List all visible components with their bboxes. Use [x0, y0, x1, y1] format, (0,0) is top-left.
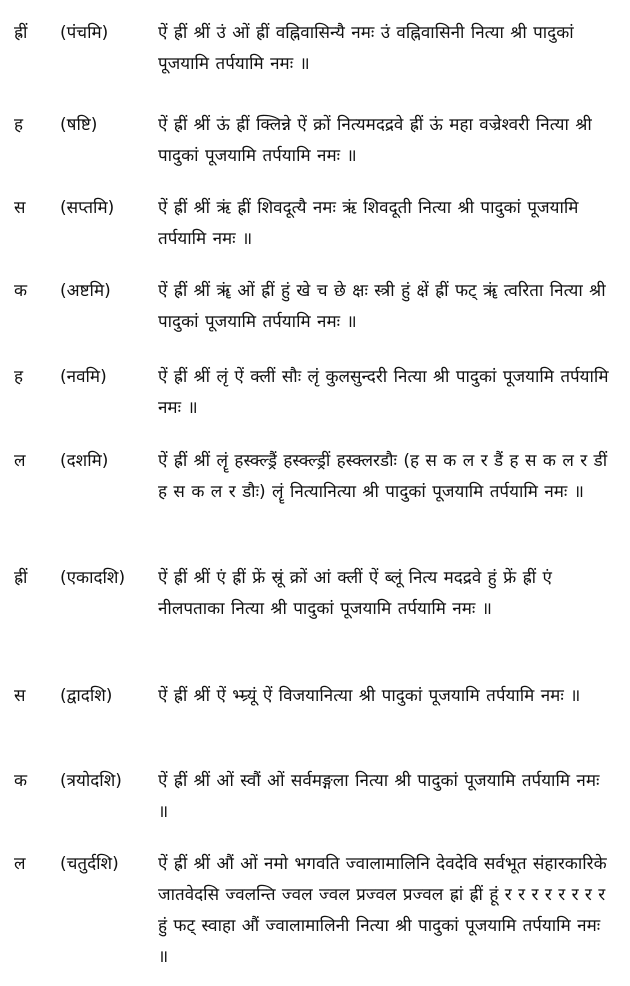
entry-tithi: (सप्तमि): [60, 198, 115, 218]
entry-mantra: ऐं ह्रीं श्रीं उं ओं ह्रीं वह्निवासिन्यै नमः उं वह्निवासिनी नित्या श्री पादुकां पूजयामि तर्पयामि नमः ॥: [158, 23, 574, 74]
entry-letter: ल: [14, 451, 26, 471]
entry-mantra: ऐं ह्रीं श्रीं लॄं हस्क्ल्ड्रैं हस्क्ल्ड्रीं हस्क्लरडौः (ह स क ल र डैं ह स क ल र डीं ह स क ल र डौः) लॄं नित्यानित्या श्री पादुकां पूजयामि तर्पयामि नमः ॥: [158, 451, 608, 502]
entry-letter: ह्रीं: [14, 23, 28, 43]
entry-tithi: (एकादशि): [60, 568, 126, 588]
entry-tithi: (नवमि): [60, 367, 107, 387]
entry-letter: क: [14, 281, 28, 301]
entry-letter: ल: [14, 854, 26, 874]
entry-tithi: (अष्टमि): [60, 281, 111, 301]
entry-mantra: ऐं ह्रीं श्रीं औं ओं नमो भगवति ज्वालामालिनि देवदेवि सर्वभूत संहारकारिके जातवेदसि ज्वलन्ति ज्वल ज्वल प्रज्वल प्रज्वल ह्रां ह्रीं हूं र र र र र र र र हुं फट् स्वाहा औं ज्वालामालिनी नित्या श्री पादुकां पूजयामि तर्पयामि नमः ॥: [158, 854, 607, 967]
entry-mantra: ऐं ह्रीं श्रीं ॠं ओं ह्रीं हुं खे च छे क्षः स्त्री हुं क्षें ह्रीं फट् ॠं त्वरिता नित्या श्री पादुकां पूजयामि तर्पयामि नमः ॥: [158, 281, 606, 332]
entry-mantra: ऐं ह्रीं श्रीं एं ह्रीं फ्रें स्रूं क्रों आं क्लीं ऐं ब्लूं नित्य मदद्रवे हुं फ्रें ह्रीं एं नीलपताका नित्या श्री पादुकां पूजयामि तर्पयामि नमः ॥: [158, 568, 552, 619]
entry-mantra: ऐं ह्रीं श्रीं ऊं ह्रीं क्लिन्ने ऐं क्रों नित्यमदद्रवे ह्रीं ऊं महा वज्रेश्वरी नित्या श्री पादुकां पूजयामि तर्पयामि नमः ॥: [158, 115, 592, 166]
entry-letter: ह्रीं: [14, 568, 28, 588]
entry-mantra: ऐं ह्रीं श्रीं ओं स्वौं ओं सर्वमङ्गला नित्या श्री पादुकां पूजयामि तर्पयामि नमः ॥: [158, 771, 600, 822]
entry-tithi: (द्वादशि): [60, 686, 113, 706]
entry-mantra: ऐं ह्रीं श्रीं लृं ऐं क्लीं सौः लृं कुलसुन्दरी नित्या श्री पादुकां पूजयामि तर्पयामि नमः ॥: [158, 367, 609, 418]
entry-tithi: (चतुर्दशि): [60, 854, 119, 874]
entry-letter: क: [14, 771, 28, 791]
entry-tithi: (पंचमि): [60, 23, 109, 43]
entry-tithi: (त्रयोदशि): [60, 771, 122, 791]
entry-letter: स: [14, 686, 26, 706]
entry-tithi: (षष्टि): [60, 115, 98, 135]
entry-letter: ह: [14, 115, 24, 135]
entry-letter: ह: [14, 367, 24, 387]
entry-mantra: ऐं ह्रीं श्रीं ऐं भ्म्र्यूं ऐं विजयानित्या श्री पादुकां पूजयामि तर्पयामि नमः ॥: [158, 686, 581, 706]
entry-tithi: (दशमि): [60, 451, 109, 471]
entry-mantra: ऐं ह्रीं श्रीं ऋं ह्रीं शिवदूत्यै नमः ऋं शिवदूती नित्या श्री पादुकां पूजयामि तर्पयामि नमः ॥: [158, 198, 579, 249]
entry-letter: स: [14, 198, 26, 218]
